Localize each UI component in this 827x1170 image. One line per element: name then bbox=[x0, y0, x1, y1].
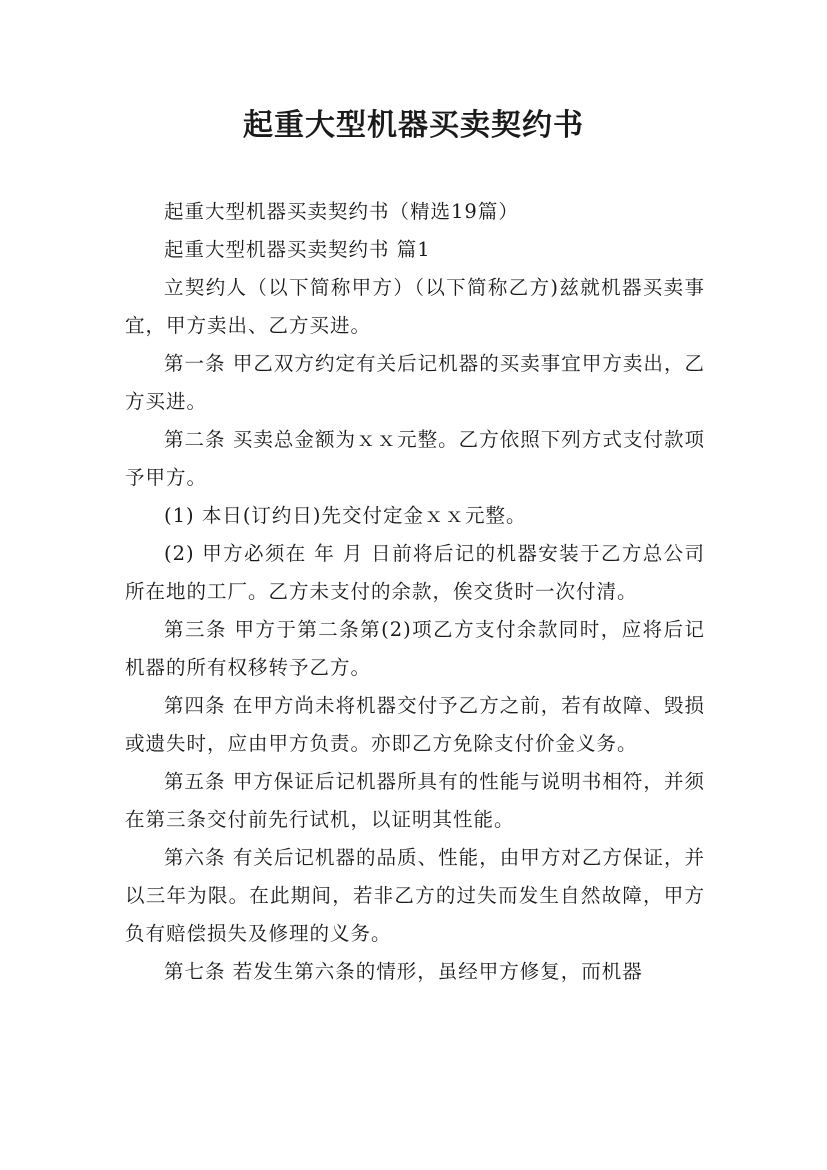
paragraph-article-2-item-1: (1) 本日(订约日)先交付定金ｘｘ元整。 bbox=[164, 504, 527, 527]
paragraph-article-3: 第三条 甲方于第二条第(2)项乙方支付余款同时，应将后记机器的所有权移转予乙方。 bbox=[125, 618, 705, 679]
paragraph-article-2: 第二条 买卖总金额为ｘｘ元整。乙方依照下列方式支付款项予甲方。 bbox=[125, 428, 705, 489]
paragraph-preamble: 立契约人（以下简称甲方）（以下简称乙方)兹就机器买卖事宜，甲方卖出、乙方买进。 bbox=[125, 276, 705, 337]
paragraph-article-5: 第五条 甲方保证后记机器所具有的性能与说明书相符，并须在第三条交付前先行试机，以证明其性能。 bbox=[125, 770, 705, 831]
paragraph-article-1: 第一条 甲乙双方约定有关后记机器的买卖事宜甲方卖出，乙方买进。 bbox=[125, 352, 705, 413]
document-body bbox=[125, 193, 705, 991]
document-title: 起重大型机器买卖契约书 bbox=[243, 108, 584, 143]
paragraph-article-7: 第七条 若发生第六条的情形，虽经甲方修复，而机器 bbox=[164, 960, 643, 983]
paragraph-article-6: 第六条 有关后记机器的品质、性能，由甲方对乙方保证，并以三年为限。在此期间，若非乙方的过失而发生自然故障，甲方负有赔偿损失及修理的义务。 bbox=[125, 846, 705, 945]
paragraph-section-heading: 起重大型机器买卖契约书 篇1 bbox=[164, 238, 431, 261]
paragraph-subtitle: 起重大型机器买卖契约书（精选19篇） bbox=[164, 200, 519, 223]
paragraph-article-4: 第四条 在甲方尚未将机器交付予乙方之前，若有故障、毁损或遗失时，应由甲方负责。亦即乙方免除支付价金义务。 bbox=[125, 694, 705, 755]
paragraph-article-2-item-2: (2) 甲方必须在 年 月 日前将后记的机器安装于乙方总公司所在地的工厂。乙方未支付的余款，俟交货时一次付清。 bbox=[125, 542, 705, 603]
